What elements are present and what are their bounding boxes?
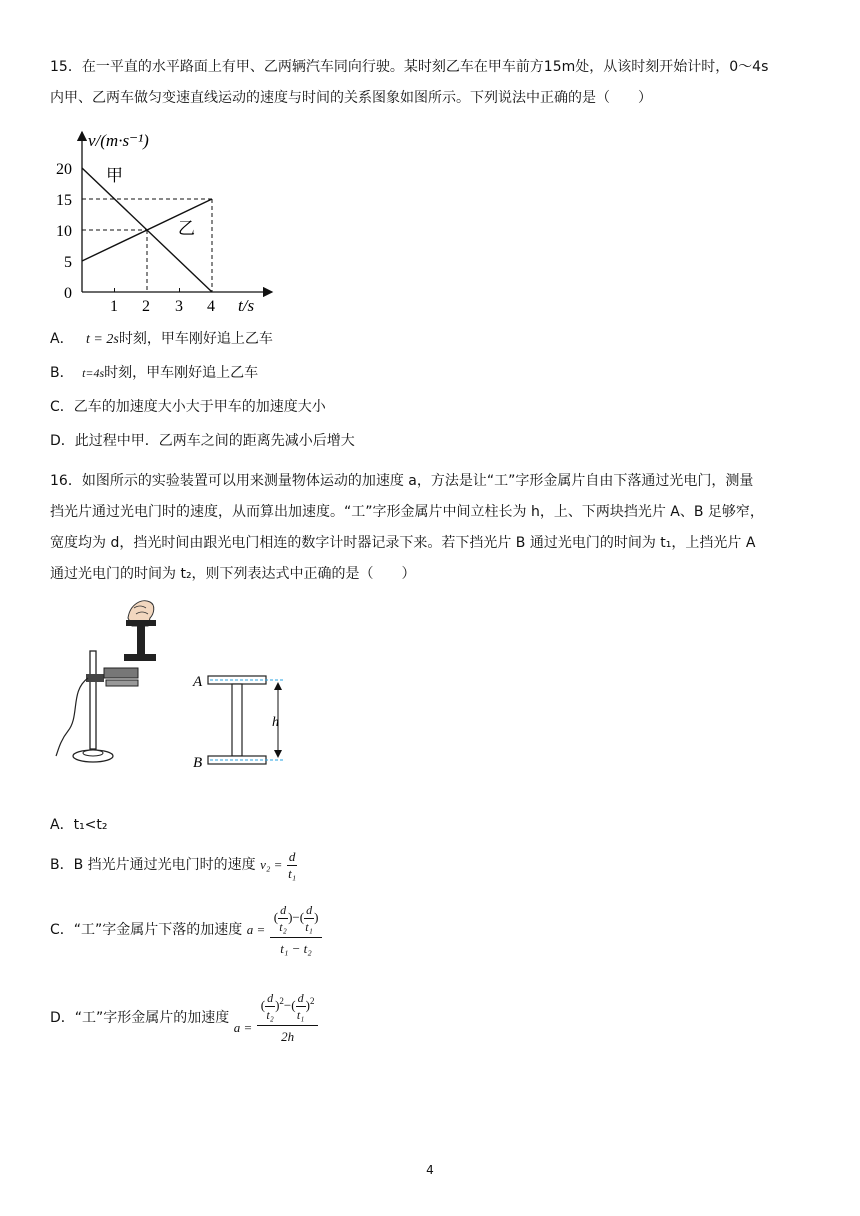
- q16-line-4: 通过光电门的时间为 t₂，则下列表达式中正确的是（ ）: [50, 566, 416, 582]
- y-tick-15: 15: [56, 192, 72, 209]
- q16-line-1: 16．如图所示的实验装置可以用来测量物体运动的加速度 a，方法是让“工”字形金属片自由下落通过光电门，测量: [50, 473, 754, 489]
- y-axis-label: v/(m·s⁻¹): [88, 131, 149, 150]
- q15-option-b[interactable]: B． t=4s时刻，甲车刚好追上乙车: [50, 365, 259, 381]
- x-tick-3: 3: [175, 298, 183, 315]
- q16-option-a[interactable]: A．t₁<t₂: [50, 817, 108, 833]
- formula-c-fraction: ( $\frac{d}{\text{t₂}}$ )−( $\frac{d}{\text{t₁}}$ ) t₁ − t₂: [270, 900, 323, 960]
- q16-option-c[interactable]: C．“工”字金属片下落的加速度 a = ( $\frac{d}{\text{t₂}}$ )−( $\frac{d}{\text{t₁}}$ ) t₁ − t₂: [50, 900, 322, 960]
- label-jia: 甲: [106, 166, 123, 185]
- stand-icon: [56, 651, 138, 762]
- q15-line-1: 15．在一平直的水平路面上有甲、乙两辆汽车同向行驶。某时刻乙车在甲车前方15m处，从该时刻开始计时，0～4s: [50, 59, 769, 75]
- x-tick-1: 1: [110, 298, 118, 315]
- i-piece-diagram: [192, 674, 284, 771]
- page-number: 4: [426, 1163, 434, 1177]
- q16-option-b[interactable]: B．B 挡光片通过光电门时的速度 v₂ = $\frac{d}{\text{t₁}}$: [50, 848, 297, 881]
- x-tick-4: 4: [207, 298, 215, 315]
- q15-option-a-expr: t = 2s: [86, 332, 119, 347]
- q15-vt-graph: [50, 126, 280, 318]
- y-tick-5: 5: [64, 254, 72, 271]
- y-tick-20: 20: [56, 161, 72, 178]
- q15-option-c[interactable]: C．乙车的加速度大小大于甲车的加速度大小: [50, 399, 326, 415]
- q16-line-2: 挡光片通过光电门时的速度，从而算出加速度。“工”字形金属片中间立柱长为 h，上、下两块挡光片 A、B 足够窄，: [50, 504, 764, 520]
- label-h: h: [272, 715, 279, 730]
- question-16-stem: [50, 466, 820, 590]
- q15-line-2: 内甲、乙两车做匀变速直线运动的速度与时间的关系图象如图所示。下列说法中正确的是（ ）: [50, 90, 652, 106]
- q15-option-d[interactable]: D．此过程中甲．乙两车之间的距离先减小后增大: [50, 433, 355, 449]
- q15-option-b-expr: t=4s: [82, 366, 105, 380]
- q16-line-3: 宽度均为 d，挡光时间由跟光电门相连的数字计时器记录下来。若下挡光片 B 通过光电门的时间为 t₁，上挡光片 A: [50, 535, 756, 551]
- q16-option-d[interactable]: D．“工”字形金属片的加速度 a = ( $\frac{d}{\text{t₂}}$ )$^2$−( $\frac{d}{\text{t₁}}$ )$^2$ 2h: [50, 988, 318, 1048]
- i-shaped-piece-held: [124, 620, 156, 661]
- question-15-stem: [50, 52, 820, 114]
- formula-b-fraction: $\frac{d}{\text{t₁}}$: [288, 848, 297, 881]
- formula-d-fraction: ( $\frac{d}{\text{t₂}}$ )$^2$−( $\frac{d}{\text{t₁}}$ )$^2$ 2h: [257, 988, 319, 1048]
- y-tick-10: 10: [56, 223, 72, 240]
- y-tick-0: 0: [64, 285, 72, 302]
- label-yi: 乙: [178, 219, 195, 238]
- q15-option-a[interactable]: A． t = 2s时刻，甲车刚好追上乙车: [50, 331, 273, 347]
- q16-apparatus-figure: [50, 596, 300, 776]
- label-b: B: [193, 755, 203, 771]
- x-tick-2: 2: [142, 298, 150, 315]
- label-a: A: [193, 674, 203, 690]
- x-axis-label: t/s: [238, 296, 255, 315]
